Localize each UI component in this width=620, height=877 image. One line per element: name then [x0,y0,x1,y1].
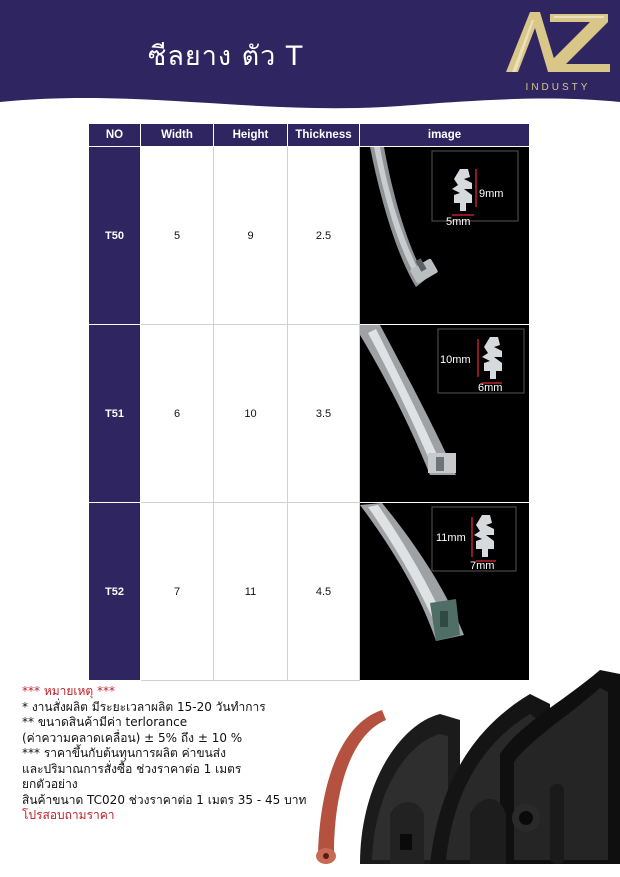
note-line: *** ราคาขึ้นกับต้นทุนการผลิต ค่าขนส่ง [22,746,226,760]
note-line: (ค่าความคลาดเคลื่อน) ± 5% ถึง ± 10 % [22,730,243,745]
row-height: 10 [214,325,288,503]
notes-section [22,684,352,824]
page-header [0,0,620,110]
note-line: และปริมาณการสั่งซื้อ ช่วงราคาต่อ 1 เมตร [22,761,242,776]
row-thickness: 3.5 [288,325,360,503]
az-logo-icon [500,6,616,78]
row-width: 5 [141,147,214,325]
column-header-thickness: Thickness [288,124,360,147]
notes-heading: *** หมายเหตุ *** [22,684,116,698]
column-header-width: Width [141,124,214,147]
table-row [89,325,530,503]
seal-photo [360,325,529,502]
row-height: 11 [214,503,288,681]
dimension-width-label: 6mm [478,382,503,394]
row-no: T52 [89,503,141,681]
row-no: T51 [89,325,141,503]
row-width: 6 [141,325,214,503]
header-wave [0,80,620,110]
dimension-width-label: 5mm [446,216,471,228]
seal-photo [360,147,529,324]
note-line: * งานสั่งผลิต มีระยะเวลาผลิต 15-20 วันทำการ [22,699,266,714]
row-thickness: 2.5 [288,147,360,325]
note-line: ยกตัวอย่าง [22,777,78,791]
row-image [360,503,530,681]
table-row [89,147,530,325]
row-thickness: 4.5 [288,503,360,681]
row-image [360,147,530,325]
dimension-height-label: 10mm [440,354,471,366]
column-header-no: NO [89,124,141,147]
table-row [89,503,530,681]
row-no: T50 [89,147,141,325]
note-line: สินค้าขนาด TC020 ช่วงราคาต่อ 1 เมตร 35 - 45 บาท [22,792,307,807]
product-table [88,123,529,681]
seal-photo [360,503,529,680]
row-width: 7 [141,503,214,681]
row-height: 9 [214,147,288,325]
table-header-row [89,124,530,147]
dimension-height-label: 11mm [436,532,466,544]
contact-for-price: โปรสอบถามราคา [22,808,115,822]
page-title: ซีลยาง ตัว T [148,41,304,72]
dimension-height-label: 9mm [479,188,504,200]
column-header-height: Height [214,124,288,147]
row-image [360,325,530,503]
column-header-image: image [360,124,530,147]
logo-subtitle: INDUSTY [525,82,591,93]
dimension-width-label: 7mm [470,560,495,572]
note-line: ** ขนาดสินค้ามีค่า terlorance [22,715,188,729]
